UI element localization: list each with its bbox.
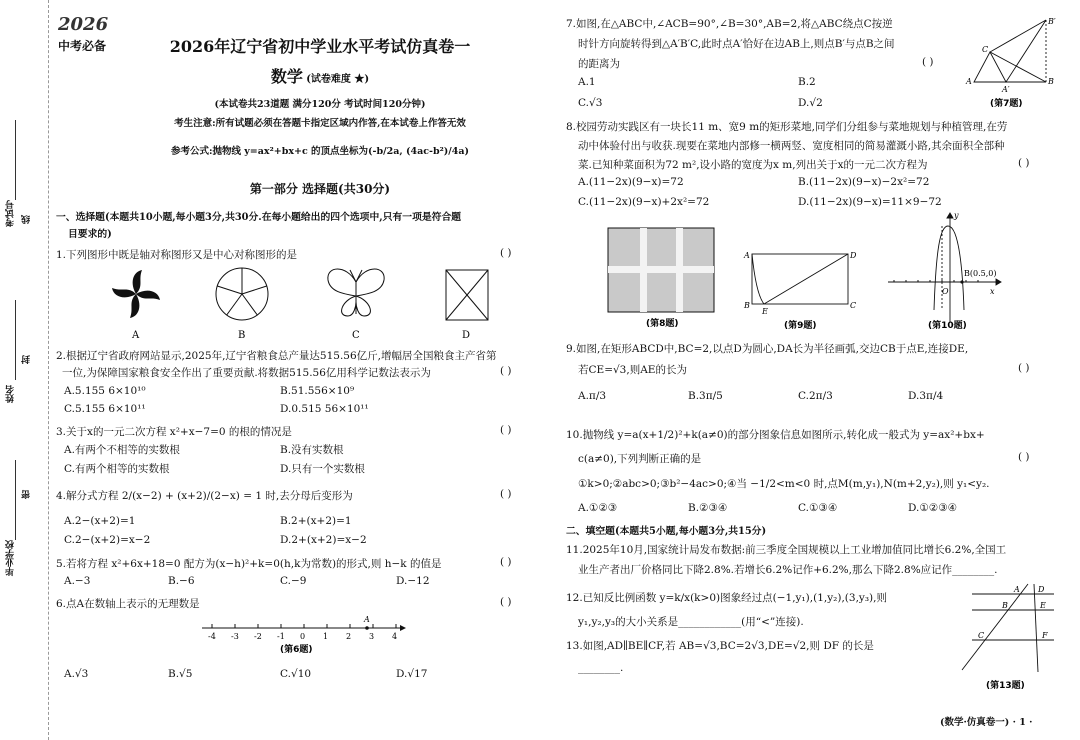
q9-answer-paren: ( ) xyxy=(1018,362,1030,374)
sec2-heading: 二、填空题(本题共5小题,每小题3分,共15分) xyxy=(566,526,767,537)
q1-label-b: B xyxy=(238,330,246,341)
q1-label-a: A xyxy=(132,330,140,341)
q12-line1: 12.已知反比例函数 y=k/x(k>0)图象经过点(−1,y₁),(1,y₂),(3,y₃),则 xyxy=(566,592,887,604)
q13-line1: 13.如图,AD∥BE∥CF,若 AB=√3,BC=2√3,DE=√2,则 DF 的长是 xyxy=(566,640,874,652)
subject-title: 数学 xyxy=(270,67,303,86)
bind-mark-seal: 封 xyxy=(22,355,32,364)
q8-line3: 菜.已知种菜面积为72 m²,设小路的宽度为x m,列出关于x的一元二次方程为 xyxy=(578,159,928,171)
q13-pt-e: E xyxy=(1040,601,1046,610)
q2-option-a: A.5.155 6×10¹⁰ xyxy=(64,385,146,397)
q3-answer-paren: ( ) xyxy=(500,424,512,436)
q1-figure-b-circle xyxy=(216,268,268,320)
q9-pt-e: E xyxy=(762,307,768,316)
q2-line1: 2.根据辽宁省政府网站显示,2025年,辽宁省粮食总产量达515.56亿斤,增幅居全国粮食主产省第 xyxy=(56,350,497,362)
q10-caption: (第10题) xyxy=(928,321,967,331)
q7-line1: 7.如图,在△ABC中,∠ACB=90°,∠B=30°,AB=2,将△ABC绕点C按逆 xyxy=(566,18,893,30)
q7-pt-c: C xyxy=(982,45,989,54)
q4-option-a: A.2−(x+2)=1 xyxy=(64,515,136,527)
q13-pt-d: D xyxy=(1038,585,1045,594)
q6-point-a xyxy=(365,626,369,630)
bind-mark-line: 线 xyxy=(22,215,32,224)
q8-line2: 动中体验付出与收获.现要在菜地内部修一横两竖、宽度相同的简易灌溉小路,其余面积全部种 xyxy=(578,140,1005,152)
q7-line2: 时针方向旋转得到△A′B′C,此时点A′恰好在边AB上,则点B′与点B之间 xyxy=(578,38,895,50)
q4-answer-paren: ( ) xyxy=(500,488,512,500)
q4-option-d: D.2+(x+2)=x−2 xyxy=(280,534,367,546)
exam-meta: (本试卷共23道题 满分120分 考试时间120分钟) xyxy=(214,99,426,110)
q13-caption: (第13题) xyxy=(986,681,1025,691)
q9-option-c: C.2π/3 xyxy=(798,390,833,402)
q6-point-label: A xyxy=(364,615,370,624)
name-label: 姓名 xyxy=(6,385,16,403)
q13-pt-c: C xyxy=(978,631,985,640)
part1-heading: 第一部分 选择题(共30分) xyxy=(249,182,391,196)
q11-line2: 业生产者出厂价格同比下降2.8%.若增长6.2%记作+6.2%,那么下降2.8%应记作________. xyxy=(578,564,998,576)
exam-no-label: 考试号 xyxy=(6,200,16,227)
q1-label-c: C xyxy=(352,330,360,341)
q6-answer-paren: ( ) xyxy=(500,596,512,608)
q6-option-d: D.√17 xyxy=(396,668,428,680)
q2-line2: 一位,为保障国家粮食安全作出了重要贡献.将数据515.56亿用科学记数法表示为 xyxy=(62,367,431,379)
q7-figure xyxy=(962,12,1062,112)
q10-origin: O xyxy=(942,287,949,296)
q6-option-c: C.√10 xyxy=(280,668,312,680)
q7-option-c: C.√3 xyxy=(578,97,603,109)
q9-caption: (第9题) xyxy=(784,321,817,331)
name-line xyxy=(15,300,16,380)
q10-option-c: C.①③④ xyxy=(798,502,838,514)
q13-line2: ________. xyxy=(578,662,624,674)
q6-tick-label: 0 xyxy=(300,632,306,641)
bind-mark-secret: 密 xyxy=(22,490,32,499)
q9-option-a: A.π/3 xyxy=(578,390,607,402)
subtitle-row xyxy=(100,64,540,87)
q6-caption: (第6题) xyxy=(280,645,313,655)
q4-stem: 4.解分式方程 2/(x−2) + (x+2)/(2−x) = 1 时,去分母后变形为 xyxy=(56,490,353,502)
q9-pt-b: B xyxy=(744,301,750,310)
q10-line3: ①k>0;②abc>0;③b²−4ac>0;④当 −1/2<m<0 时,点M(m,y₁),N(m+2,y₂),则 y₁<y₂. xyxy=(578,478,990,490)
q7-pt-a: A xyxy=(966,77,972,86)
q10-point-label: B(0.5,0) xyxy=(964,269,997,278)
q5-option-c: C.−9 xyxy=(280,575,307,587)
q10-y-label: y xyxy=(954,211,959,220)
q5-answer-paren: ( ) xyxy=(500,556,512,568)
q3-stem: 3.关于x的一元二次方程 x²+x−7=0 的根的情况是 xyxy=(56,426,292,438)
q6-tick-label: 2 xyxy=(346,632,352,641)
q10-point-b xyxy=(960,280,963,283)
q10-x-label: x xyxy=(990,287,995,296)
q5-option-d: D.−12 xyxy=(396,575,430,587)
q7-option-d: D.√2 xyxy=(798,97,823,109)
page-title: 2026年辽宁省初中学业水平考试仿真卷一 xyxy=(169,37,471,56)
school-line xyxy=(15,460,16,540)
q7-pt-bprime: B′ xyxy=(1048,17,1056,26)
q6-tick-label: 1 xyxy=(323,632,329,641)
page-footer: (数学·仿真卷一) · 1 · xyxy=(940,717,1033,728)
q12-line2: y₁,y₂,y₃的大小关系是____________(用“<”连接). xyxy=(578,616,804,628)
q2-answer-paren: ( ) xyxy=(500,365,512,377)
q7-pt-b: B xyxy=(1048,77,1054,86)
q8-option-d: D.(11−2x)(9−x)=11×9−72 xyxy=(798,196,942,208)
q9-line1: 9.如图,在矩形ABCD中,BC=2,以点D为圆心,DA长为半径画弧,交边CB于点E,连接DE, xyxy=(566,343,969,355)
q6-number-line xyxy=(196,612,406,656)
q13-pt-b: B xyxy=(1002,601,1008,610)
q10-option-b: B.②③④ xyxy=(688,502,728,514)
q6-tick-label: -4 xyxy=(208,632,216,641)
q9-pt-d: D xyxy=(850,251,857,260)
q7-pt-aprime: A′ xyxy=(1002,85,1010,94)
q5-option-a: A.−3 xyxy=(64,575,91,587)
q3-option-b: B.没有实数根 xyxy=(280,444,344,456)
q10-option-d: D.①②③④ xyxy=(908,502,958,514)
q4-option-c: C.2−(x+2)=x−2 xyxy=(64,534,151,546)
q1-label-d: D xyxy=(462,330,471,341)
binding-sidebar xyxy=(0,0,49,740)
q10-option-a: A.①②③ xyxy=(578,502,618,514)
exam-notice: 考生注意:所有试题必须在答题卡指定区域内作答,在本试卷上作答无效 xyxy=(174,118,466,129)
q11-line1: 11.2025年10月,国家统计局发布数据:前三季度全国规模以上工业增加值同比增长6.2%,全国工 xyxy=(566,544,1007,556)
sec1-heading: 一、选择题(本题共10小题,每小题3分,共30分.在每小题给出的四个选项中,只有一项是符合题 xyxy=(56,212,462,223)
q10-line2: c(a≠0),下列判断正确的是 xyxy=(578,453,702,465)
q6-option-a: A.√3 xyxy=(64,668,89,680)
q9-line2: 若CE=√3,则AE的长为 xyxy=(578,364,687,376)
q13-pt-a: A xyxy=(1014,585,1020,594)
q10-line1: 10.抛物线 y=a(x+1/2)²+k(a≠0)的部分图象信息如图所示,转化成一般式为 y=ax²+bx+ xyxy=(566,429,985,441)
q8-option-a: A.(11−2x)(9−x)=72 xyxy=(578,176,684,188)
difficulty-label: (试卷难度 ★) xyxy=(306,74,370,85)
q8-figure xyxy=(606,226,718,332)
q5-option-b: B.−6 xyxy=(168,575,195,587)
q1-figure-c-butterfly xyxy=(328,269,384,316)
q8-option-c: C.(11−2x)(9−x)+2x²=72 xyxy=(578,196,710,208)
q9-option-b: B.3π/5 xyxy=(688,390,723,402)
q7-option-a: A.1 xyxy=(578,76,596,88)
q13-figure xyxy=(958,582,1058,694)
q6-option-b: B.√5 xyxy=(168,668,193,680)
q2-option-b: B.51.556×10⁹ xyxy=(280,385,355,397)
q6-ticks xyxy=(208,624,397,641)
q6-tick-label: -3 xyxy=(231,632,239,641)
q7-option-b: B.2 xyxy=(798,76,816,88)
q1-stem: 1.下列图形中既是轴对称图形又是中心对称图形的是 xyxy=(56,249,298,261)
q13-pt-f: F xyxy=(1042,631,1048,640)
q8-answer-paren: ( ) xyxy=(1018,157,1030,169)
q1-figure-a-pinwheel xyxy=(112,270,160,318)
q1-figure-d-rect xyxy=(446,270,488,320)
q6-stem: 6.点A在数轴上表示的无理数是 xyxy=(56,598,200,610)
q5-stem: 5.若将方程 x²+6x+18=0 配方为(x−h)²+k=0(h,k为常数)的形式,则 h−k 的值是 xyxy=(56,558,442,570)
q3-option-a: A.有两个不相等的实数根 xyxy=(64,444,180,456)
logo-text: 中考必备 xyxy=(58,39,107,53)
q10-answer-paren: ( ) xyxy=(1018,451,1030,463)
q6-tick-label: -1 xyxy=(277,632,285,641)
q8-caption: (第8题) xyxy=(646,319,679,329)
q3-option-d: D.只有一个实数根 xyxy=(280,463,365,475)
q1-answer-paren: ( ) xyxy=(500,247,512,259)
q7-line3: 的距离为 xyxy=(578,58,620,70)
q3-option-c: C.有两个相等的实数根 xyxy=(64,463,170,475)
q9-option-d: D.3π/4 xyxy=(908,390,944,402)
q7-caption: (第7题) xyxy=(990,99,1023,109)
q8-option-b: B.(11−2x)(9−x)−2x²=72 xyxy=(798,176,930,188)
q6-tick-label: -2 xyxy=(254,632,262,641)
q6-tick-label: 3 xyxy=(369,632,375,641)
q7-answer-paren: ( ) xyxy=(922,56,934,68)
q9-pt-a: A xyxy=(744,251,750,260)
exam-no-line xyxy=(15,120,16,200)
q4-option-b: B.2+(x+2)=1 xyxy=(280,515,352,527)
q1-figures xyxy=(100,266,520,342)
formula-line: 参考公式:抛物线 y=ax²+bx+c 的顶点坐标为(-b/2a, (4ac-b²)/4a) xyxy=(170,146,470,157)
q9-figure xyxy=(740,244,860,332)
q2-option-c: C.5.155 6×10¹¹ xyxy=(64,403,146,415)
sec1-heading-cont: 目要求的) xyxy=(68,229,112,240)
school-label: 毕业学校 xyxy=(6,540,16,576)
q6-tick-label: 4 xyxy=(392,632,398,641)
q2-option-d: D.0.515 56×10¹¹ xyxy=(280,403,369,415)
q9-pt-c: C xyxy=(850,301,857,310)
logo-year: 2026 xyxy=(58,14,109,35)
q8-line1: 8.校园劳动实践区有一块长11 m、宽9 m的矩形菜地,同学们分组参与菜地规划与种植管理,在劳 xyxy=(566,121,1008,133)
q10-figure xyxy=(884,210,1004,332)
